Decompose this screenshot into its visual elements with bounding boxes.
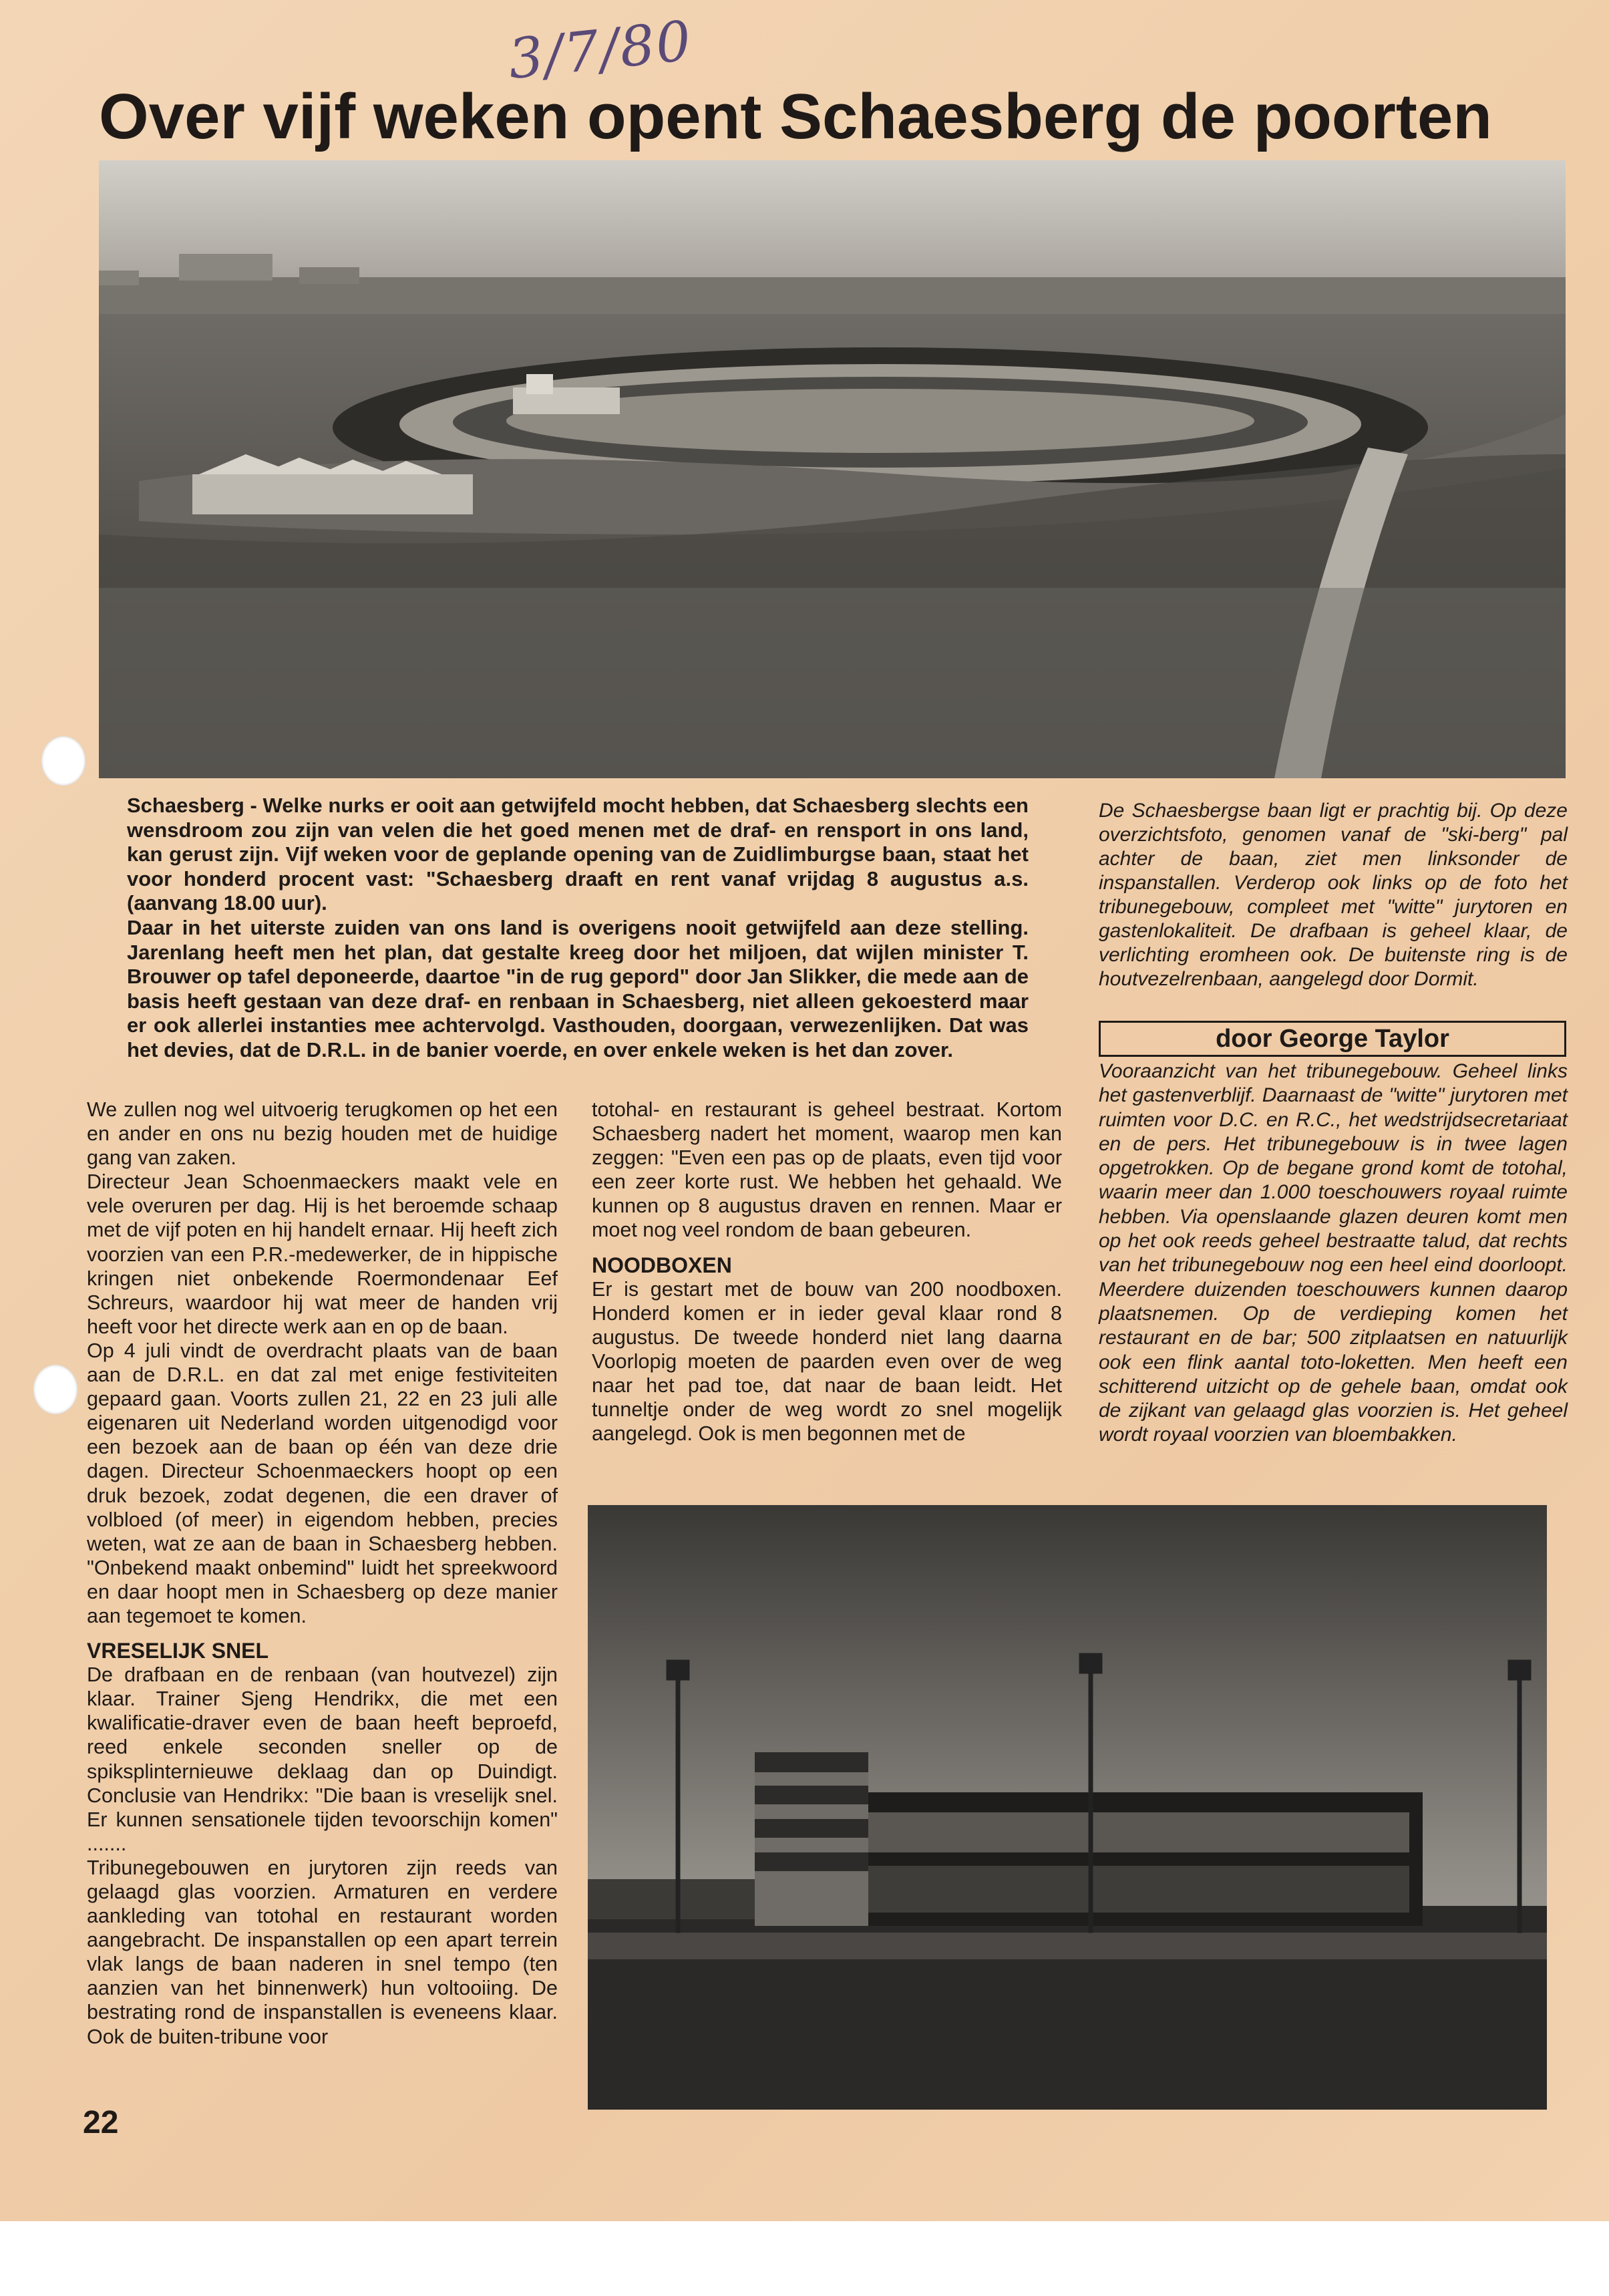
headline: Over vijf weken opent Schaesberg de poorten — [99, 81, 1492, 152]
photo-caption-top — [1099, 799, 1568, 991]
punch-hole — [41, 736, 85, 786]
article-paragraph: Er is gestart met de bouw van 200 noodboxen. Honderd komen er in ieder geval klaar rond 8 augustus. De tweede honderd niet lang daarna Voorlopig moeten de paarden even over de weg naar het pad toe, dat naar de baan leidt. Het tunneltje onder de weg wordt zo snel mogelijk aangelegd. Ook is men begonnen met de — [592, 1277, 1062, 1446]
intro-paragraph: Daar in het uiterste zuiden van ons land is overigens nooit getwijfeld aan deze stelling. Jarenlang heeft men het plan, dat gestalte kreeg door het miljoen, dat wijlen minister T. Brouwer op tafel deponeerde, daartoe "in de rug gepord" door Jan Slikker, die mede aan de basis heeft gestaan van deze draf- en renbaan in Schaesberg, niet alleen gekoesterd maar er ook allerlei instanties mee achtervolgd. Vasthouden, doorgaan, verwezenlijken. Dat was het devies, dat de D.R.L. in de banier voerde, en over enkele weken is het dan zover. — [127, 915, 1029, 1061]
article-paragraph: Op 4 juli vindt de overdracht plaats van de baan aan de D.R.L. en dat zal met enige festiviteiten gepaard gaan. Voorts zullen 21, 22 en 23 juli alle eigenaren uit Nederland worden uitgenodigd voor een bezoek aan de baan op één van deze drie dagen. Directeur Schoenmaeckers hoopt op een druk bezoek, zodat degenen, die een draver of volbloed (of meer) in eigendom hebben, precies weten, wat ze aan de baan in Schaesberg hebben. "Onbekend maakt onbemind" luidt het spreekwoord en daar hoopt men in Schaesberg op deze manier aan tegemoet te komen. — [87, 1339, 558, 1627]
grandstand-photo — [588, 1505, 1547, 2110]
page-number: 22 — [83, 2105, 119, 2140]
intro-text — [127, 794, 1029, 1063]
subhead-noodboxen: NOODBOXEN — [592, 1253, 732, 1277]
article-paragraph: De drafbaan en de renbaan (van houtvezel) zijn klaar. Trainer Sjeng Hendrikx, die met een kwalificatie-draver even de baan heeft beproefd, reed enkele seconden sneller op de spiksplinternieuwe deklaag dan op Duindigt. Conclusie van Hendrikx: "Die baan is vreselijk snel. Er kunnen sensationele tijden tevoorschijn komen" ....... — [87, 1663, 558, 1855]
byline: door George Taylor — [1099, 1021, 1566, 1057]
article-paragraph: Directeur Jean Schoenmaeckers maakt vele en vele overuren per dag. Hij is het beroemde schaap met de vijf poten en hij handelt ernaar. Hij heeft zich voorzien van een P.R.-medewerker, de in hippische kringen niet onbekende Roermondenaar Eef Schreurs, waardoor hij wat meer de handen vrij heeft voor het directe werk aan en op de baan. — [87, 1170, 558, 1338]
intro-paragraph: Schaesberg - Welke nurks er ooit aan getwijfeld mocht hebben, dat Schaesberg slechts een wensdroom zou zijn van velen die het goed menen met de draf- en rensport in ons land, kan gerust zijn. Vijf weken voor de geplande opening van de Zuidlimburgse baan, staat het voor honderd procent vast: "Schaesberg draaft en rent vanaf vrijdag 8 augustus a.s. (aanvang 18.00 uur). — [127, 794, 1029, 915]
article-column-1 — [87, 1098, 558, 2049]
caption-text: De Schaesbergse baan ligt er prachtig bij. Op deze overzichtsfoto, genomen vanaf de "ski-berg" pal achter de baan, ziet men linksonder de inspanstallen. Verderop ook links op de foto het tribunegebouw, compleet met "witte" jurytoren en gastenlokaliteit. De drafbaan is geheel klaar, de verlichting eromheen ook. De buitenste ring is de houtvezelrenbaan, aangelegd door Dormit. — [1099, 800, 1568, 990]
photo-caption-bottom — [1099, 1059, 1568, 1448]
article-paragraph: We zullen nog wel uitvoerig terugkomen op het een en ander en ons nu bezig houden met de huidige gang van zaken. — [87, 1098, 558, 1170]
article-paragraph: totohal- en restaurant is geheel bestraat. Kortom Schaesberg nadert het moment, waarop men kan zeggen: "Even een pas op de plaats, even tijd voor een zeer korte rust. We hebben het gehaald. We kunnen op 8 augustus draven en rennen. Maar er moet nog veel rondom de baan gebeuren. — [592, 1098, 1062, 1242]
punch-hole — [33, 1365, 77, 1414]
article-paragraph: Tribunegebouwen en jurytoren zijn reeds van gelaagd glas voorzien. Armaturen en verdere aankleding van totohal en restaurant worden aangebracht. De inspanstallen op een apart terrein vlak langs de baan naderen in snel tempo (ten aanzien van het binnenwerk) hun voltooiing. De bestrating rond de inspanstallen is eveneens klaar. Ook de buiten-tribune voor — [87, 1856, 558, 2048]
article-column-2 — [592, 1098, 1062, 1446]
racecourse-aerial-photo — [99, 160, 1566, 778]
caption-text: Vooraanzicht van het tribunegebouw. Geheel links het gastenverblijf. Daarnaast de "witte" jurytoren met ruimten voor D.C. en R.C., het wedstrijdsecretariaat en de pers. Het tribunegebouw is in twee lagen opgetrokken. Op de begane grond komt de totohal, waarin meer dan 1.000 toeschouwers royaal ruimte hebben. Via openslaande glazen deuren komt men op het ook reeds geheel bestraatte talud, dat rechts van het tribunegebouw nog een heel eind doorloopt. Meerdere duizenden toeschouwers kunnen daarop plaatsnemen. Op de verdieping komen het restaurant en de bar; 500 zitplaatsen en natuurlijk ook een flink aantal toto-loketten. Men heeft een schitterend uitzicht op de gehele baan, omdat ook de zijkant van gelaagd glas voorzien is. Het geheel wordt royaal voorzien van bloembakken. — [1099, 1060, 1568, 1446]
handwritten-date: 3/7/80 — [505, 9, 695, 92]
subhead-vreselijk-snel: VRESELIJK SNEL — [87, 1639, 269, 1663]
